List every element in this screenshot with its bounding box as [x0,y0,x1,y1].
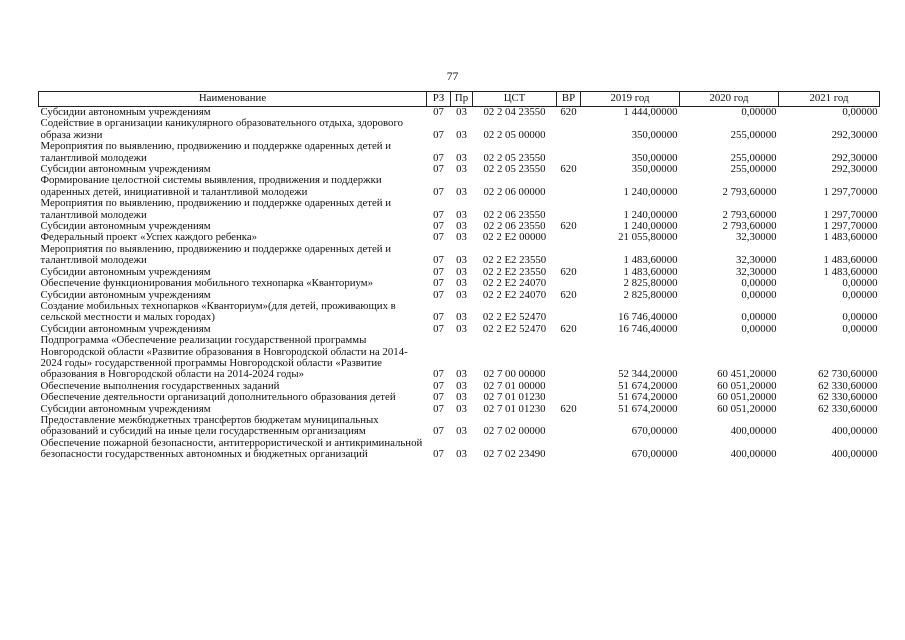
cell-pr: 03 [456,368,467,381]
cell-vr [557,278,581,289]
cell-2020: 400,00000 [730,448,777,461]
cell-2021: 0,00000 [842,277,878,290]
cell-2020: 400,00000 [730,425,777,438]
cell-name: Создание мобильных технопарков «Кванториум»(для детей, проживающих в сельской местности и малых городах) [40,299,396,324]
budget-table [38,91,880,461]
cell-2019: 16 746,40000 [618,311,678,324]
cell-2019: 350,00000 [631,163,678,176]
cell-cst: 02 2 E2 24070 [482,277,547,290]
cell-2021: 1 297,70000 [823,208,878,221]
cell-pr: 03 [456,277,467,290]
table-row [39,244,880,267]
cell-2020: 60 451,20000 [717,368,777,381]
cell-cst: 02 2 E2 00000 [482,231,547,244]
cell-rz: 07 [433,322,444,335]
cell-vr: 620 [560,322,577,335]
cell-pr: 03 [456,254,467,267]
cell-2019: 52 344,20000 [618,368,678,381]
header-name: Наименование [39,92,427,107]
cell-pr: 03 [456,379,467,392]
cell-2021: 292,30000 [831,128,878,141]
cell-cst: 02 7 02 23490 [483,448,546,461]
cell-cst: 02 2 E2 23550 [482,254,547,267]
cell-2019: 51 674,20000 [618,379,678,392]
table-row [39,141,880,164]
cell-name: Формирование целостной системы выявления, продвижения и поддержки одаренных детей, инициативной и талантливой молодежи [40,174,382,198]
cell-2021: 292,30000 [831,151,878,164]
cell-rz: 07 [433,163,444,176]
cell-cst: 02 7 00 00000 [483,368,546,381]
cell-name: Субсидии автономным учреждениям [40,220,211,233]
cell-cst: 02 2 E2 52470 [482,322,547,335]
table-row [39,438,880,461]
cell-vr: 620 [560,265,577,278]
cell-rz: 07 [433,277,444,290]
cell-pr: 03 [456,448,467,461]
cell-rz: 07 [433,231,444,244]
cell-pr: 03 [456,151,467,164]
cell-name: Субсидии автономным учреждениям [40,106,211,118]
cell-2021: 62 730,60000 [818,368,878,381]
cell-name: Предоставление межбюджетных трансфертов бюджетам муниципальных образований и субсидий на иные цели государственным организациям [40,413,379,438]
cell-name: Субсидии автономным учреждениям [40,265,211,278]
cell-name: Субсидии автономным учреждениям [40,288,211,301]
cell-rz: 07 [433,425,444,438]
cell-2019: 350,00000 [631,151,678,164]
cell-rz: 07 [433,379,444,392]
cell-name: Обеспечение выполнения государственных заданий [40,379,280,392]
cell-vr [557,175,581,198]
cell-rz: 07 [433,208,444,221]
header-2020: 2020 год [680,92,779,107]
header-2021: 2021 год [779,92,880,107]
cell-2019: 350,00000 [631,128,678,141]
table-row [39,392,880,403]
cell-2021: 1 483,60000 [823,265,878,278]
cell-vr: 620 [560,220,577,233]
cell-name: Субсидии автономным учреждениям [40,322,211,335]
cell-2019: 2 825,80000 [623,288,678,301]
cell-vr [557,141,581,164]
cell-2019: 1 483,60000 [623,254,678,267]
cell-2020: 32,30000 [736,231,777,244]
cell-vr [557,415,581,438]
cell-pr: 03 [456,322,467,335]
cell-name: Подпрограмма «Обеспечение реализации государственной программы Новгородской области «Развитие образования в Новгородской области на 2014-2024 годы» государственной программы Новгородской области «Развитие образования в Новгородской области на 2014-2024 годы» [40,334,408,381]
cell-2020: 60 051,20000 [717,391,777,404]
table-row [39,415,880,438]
header-cst: ЦСТ [473,92,557,107]
cell-rz: 07 [433,391,444,404]
cell-rz: 07 [433,151,444,164]
cell-2019: 51 674,20000 [618,391,678,404]
cell-vr [557,301,581,324]
cell-2020: 255,00000 [730,163,777,176]
cell-vr [557,232,581,243]
cell-vr [557,198,581,221]
cell-name: Обеспечение функционирования мобильного технопарка «Кванториум» [40,277,373,290]
cell-pr: 03 [456,106,467,118]
cell-vr [557,438,581,461]
cell-name: Субсидии автономным учреждениям [40,163,211,176]
cell-2021: 62 330,60000 [818,402,878,415]
cell-2021: 1 483,60000 [823,254,878,267]
cell-cst: 02 2 06 23550 [483,220,546,233]
cell-2021: 1 297,70000 [823,220,878,233]
cell-2021: 0,00000 [842,322,878,335]
cell-2019: 21 055,80000 [618,231,678,244]
cell-2020: 2 793,60000 [722,185,777,198]
cell-cst: 02 2 06 23550 [483,208,546,221]
cell-2021: 0,00000 [842,288,878,301]
table-row [39,198,880,221]
cell-2021: 0,00000 [842,106,878,118]
cell-cst: 02 2 E2 23550 [482,265,547,278]
cell-cst: 02 2 05 23550 [483,151,546,164]
cell-2021: 0,00000 [842,311,878,324]
cell-cst: 02 7 01 00000 [483,379,546,392]
cell-rz: 07 [433,448,444,461]
cell-rz: 07 [433,402,444,415]
page-number: 77 [446,71,459,83]
cell-vr: 620 [560,288,577,301]
table-header-row [39,92,880,107]
cell-2020: 0,00000 [741,311,777,324]
cell-2020: 0,00000 [741,288,777,301]
cell-2021: 400,00000 [831,425,878,438]
cell-2019: 1 483,60000 [623,265,678,278]
cell-pr: 03 [456,265,467,278]
cell-name: Обеспечение деятельности организаций дополнительного образования детей [40,391,396,404]
cell-pr: 03 [456,128,467,141]
cell-vr [557,244,581,267]
cell-vr: 620 [560,106,577,118]
cell-2021: 1 483,60000 [823,231,878,244]
cell-2019: 670,00000 [631,448,678,461]
table-row [39,175,880,198]
header-2019: 2019 год [581,92,680,107]
cell-2019: 1 240,00000 [623,185,678,198]
cell-2019: 1 240,00000 [623,208,678,221]
cell-2020: 60 051,20000 [717,402,777,415]
cell-pr: 03 [456,185,467,198]
cell-2021: 400,00000 [831,448,878,461]
cell-cst: 02 2 04 23550 [483,106,546,118]
cell-2020: 60 051,20000 [717,379,777,392]
cell-rz: 07 [433,288,444,301]
table-row [39,335,880,381]
cell-2019: 1 240,00000 [623,220,678,233]
cell-2020: 0,00000 [741,277,777,290]
cell-2020: 2 793,60000 [722,208,777,221]
cell-2020: 32,30000 [736,254,777,267]
cell-2020: 255,00000 [730,128,777,141]
cell-rz: 07 [433,128,444,141]
cell-2020: 255,00000 [730,151,777,164]
cell-rz: 07 [433,265,444,278]
cell-cst: 02 2 06 00000 [483,185,546,198]
cell-rz: 07 [433,254,444,267]
cell-pr: 03 [456,391,467,404]
cell-vr: 620 [560,163,577,176]
cell-2020: 0,00000 [741,322,777,335]
table-body [39,107,880,461]
table-row [39,278,880,289]
cell-pr: 03 [456,288,467,301]
cell-pr: 03 [456,208,467,221]
cell-rz: 07 [433,368,444,381]
cell-name: Содействие в организации каникулярного образовательного отдыха, здорового образа жизни [40,117,403,141]
cell-cst: 02 7 01 01230 [483,402,546,415]
cell-pr: 03 [456,163,467,176]
cell-vr: 620 [560,402,577,415]
cell-pr: 03 [456,220,467,233]
cell-pr: 03 [456,425,467,438]
cell-2021: 62 330,60000 [818,391,878,404]
header-pr: Пр [451,92,473,107]
cell-cst: 02 2 05 00000 [483,128,546,141]
table-row [39,301,880,324]
cell-cst: 02 7 01 01230 [483,391,546,404]
cell-rz: 07 [433,106,444,118]
cell-2019: 2 825,80000 [623,277,678,290]
cell-cst: 02 2 E2 52470 [482,311,547,324]
cell-2019: 670,00000 [631,425,678,438]
cell-name: Мероприятия по выявлению, продвижению и поддержке одаренных детей и талантливой молодежи [40,242,392,267]
cell-2021: 62 330,60000 [818,379,878,392]
cell-cst: 02 2 E2 24070 [482,288,547,301]
table-row [39,118,880,141]
cell-cst: 02 7 02 00000 [483,425,546,438]
cell-vr [557,381,581,392]
cell-2020: 32,30000 [736,265,777,278]
cell-vr [557,392,581,403]
cell-pr: 03 [456,231,467,244]
header-vr: ВР [557,92,581,107]
cell-name: Субсидии автономным учреждениям [40,402,211,415]
cell-rz: 07 [433,185,444,198]
cell-2019: 51 674,20000 [618,402,678,415]
header-rz: РЗ [427,92,451,107]
cell-name: Мероприятия по выявлению, продвижению и поддержке одаренных детей и талантливой молодежи [40,140,392,164]
cell-2019: 1 444,00000 [623,106,678,118]
cell-rz: 07 [433,311,444,324]
cell-vr [557,118,581,141]
cell-cst: 02 2 05 23550 [483,163,546,176]
cell-rz: 07 [433,220,444,233]
cell-name: Обеспечение пожарной безопасности, антитеррористической и антикриминальной безопасности государственных автономных и бюджетных организаций [40,436,423,461]
cell-name: Мероприятия по выявлению, продвижению и поддержке одаренных детей и талантливой молодежи [40,197,392,221]
cell-pr: 03 [456,402,467,415]
cell-name: Федеральный проект «Успех каждого ребенка» [40,231,258,244]
cell-vr [557,335,581,381]
cell-2021: 1 297,70000 [823,185,878,198]
cell-2019: 16 746,40000 [618,322,678,335]
cell-2021: 292,30000 [831,163,878,176]
cell-2020: 0,00000 [741,106,777,118]
cell-2020: 2 793,60000 [722,220,777,233]
cell-pr: 03 [456,311,467,324]
